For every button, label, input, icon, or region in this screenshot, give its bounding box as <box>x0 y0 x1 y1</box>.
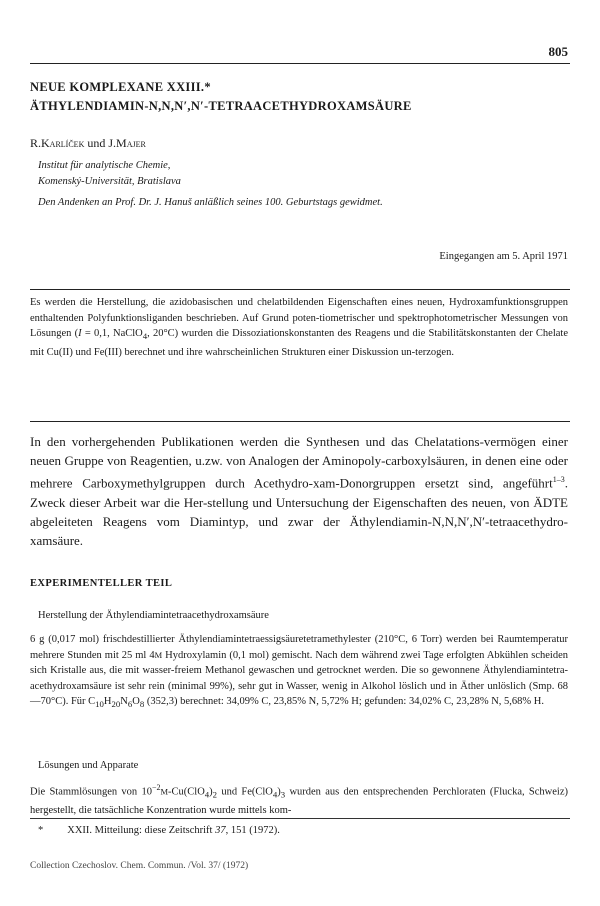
footnote-volume: 37 <box>215 825 226 836</box>
author-2-name: Majer <box>116 136 146 150</box>
title-line-1: NEUE KOMPLEXANE XXIII.* <box>30 80 211 94</box>
subsection-title-2: Lösungen und Apparate <box>38 760 139 771</box>
intro-text-2: . Zweck dieser Arbeit war die Her-stellung und Untersuchung der Eigenschaften des neuen, von ÄDTE abgeleiteten Reagens vom Diamintyp, und zwar der Äthylendiamin-N,N,N′,N′-tetraacethydro-xamsäure. <box>30 475 568 549</box>
para2-text-b: -Cu(ClO <box>168 786 205 798</box>
para2-text-d: wurden aus den entsprechenden Perchloraten (Flucka, Schweiz) hergestellt, die tatsächliche Konzentration wurde mittels kom- <box>30 786 568 817</box>
author-conjunction: und <box>84 136 109 150</box>
received-date: Eingegangen am 5. April 1971 <box>439 251 568 262</box>
author-1-initial: R. <box>30 136 42 150</box>
author-1-name: Karlíček <box>41 136 85 150</box>
abstract <box>30 295 568 360</box>
author-2-initial: J. <box>108 136 117 150</box>
para2-text-a: Die Stammlösungen von 10 <box>30 786 152 798</box>
introduction-paragraph <box>30 432 568 551</box>
subsection-title-1: Herstellung der Äthylendiamintetraacethydroxamsäure <box>38 610 269 621</box>
footnote-text-2: , 151 (1972). <box>225 825 280 836</box>
authors <box>30 136 146 151</box>
para1-text-b: Hydroxylamin (0,1 mol) gemischt. Nach dem während zwei Tage erfolgten Abkühlen scheiden sich Kristalle aus, die mit wasser-freiem Methanol gewaschen und getrocknet werden. Die so gewonnene Äthylendiamintetra-acethydroxamsäure ist sehr rein (minimal 99%), sehr gut in Wasser, wenig in Alkohol löslich und in Äther unlöslich (Smp. 68—70°C). Für C <box>30 649 568 708</box>
page-number: 805 <box>548 44 568 59</box>
para1-text-a: 6 g (0,017 mol) frischdestillierter Äthylendiamintetraessigsäuretetramethylester (210°C, 6 Torr) werden bei Raumtemperatur mehrere Stunden mit 25 ml 4 <box>30 634 568 661</box>
section-title: EXPERIMENTELLER TEIL <box>30 578 173 589</box>
footnote-marker: * <box>38 825 44 836</box>
footnote <box>38 825 280 836</box>
abstract-rule-top <box>30 289 570 290</box>
dedication: Den Andenken an Prof. Dr. J. Hanuš anläßlich seines 100. Geburtstags gewidmet. <box>38 197 383 208</box>
journal-footer: Collection Czechoslov. Chem. Commun. /Vol. 37/ (1972) <box>30 861 249 871</box>
reference-superscript: 1–3 <box>552 475 565 485</box>
molar-unit: M <box>154 649 163 660</box>
para1-text-c: (352,3) berechnet: 34,09% C, 23,85% N, 5,72% H; gefunden: 34,02% C, 23,28% N, 5,68% H. <box>144 696 545 708</box>
para2-text-c: und Fe(ClO <box>217 786 273 798</box>
intro-text-1: In den vorhergehenden Publikationen werden die Synthesen und das Chelatations-vermögen einer neuen Gruppe von Reagentien, u.zw. von Analogen der Aminopoly-carboxylsäuren, in denen eine oder mehrere Carboxymethylgruppen durch Acethydro-xam-Donorgruppen ersetzt sind, angeführt <box>30 434 568 491</box>
abstract-text-2: = 0,1, NaClO <box>81 328 143 339</box>
title-line-2: ÄTHYLENDIAMIN-N,N,N′,N′-TETRAACETHYDROXAMSÄURE <box>30 99 412 113</box>
affiliation-line-2: Komenský-Universität, Bratislava <box>38 176 181 187</box>
footnote-text-1: XXII. Mitteilung: diese Zeitschrift <box>67 825 216 836</box>
abstract-text-1: Es werden die Herstellung, die azidobasischen und chelatbildenden Eigenschaften eines neuen, Hydroxamfunktionsgruppen enthaltenden Polyfunktionsliganden beschrieben. Auf Grund poten-tiometrischer und spektrophotometrischer Messungen von Lösungen ( <box>30 297 568 339</box>
abstract-rule-bottom <box>30 421 570 422</box>
affiliation-line-1: Institut für analytische Chemie, <box>38 160 171 171</box>
ionic-strength-symbol: I <box>78 328 82 339</box>
molar-unit-2: M <box>160 786 169 797</box>
header-rule <box>30 63 570 64</box>
footnote-rule <box>30 818 570 819</box>
preparation-paragraph: 6 g (0,017 mol) frischdestillierter Äthylendiamintetraessigsäuretetramethylester (210°C, 6 Torr) werden bei Raumtemperatur mehrere Stunden mit 25 ml 4M Hydroxylamin (0,1 mol) gemischt. Nach dem während zwei Tage erfolgten Abkühlen scheiden sich Kristalle aus, die mit wasser-freiem Methanol gewaschen und getrocknet werden. Die so gewonnene Äthylendiamintetra-acethydroxamsäure ist sehr rein (minimal 99%), sehr gut in Wasser, wenig in Alkohol löslich und in Äther unlöslich (Smp. 68—70°C). Für $C_{10}H_{20}N_6O_8$ (352,3) berechnet: 34,09% C, 23,85% N, 5,72% H; gefunden: 34,02% C, 23,28% N, 5,68% H. <box>30 634 568 710</box>
solutions-paragraph: Die Stammlösungen von $10^{-2}M-Cu(ClO_4)_2$ und $Fe(ClO_4)_3$ wurden aus den entsprechenden Perchloraten (Flucka, Schweiz) hergestellt, die tatsächliche Konzentration wurde mittels kom- <box>30 783 568 817</box>
perchlorate-subscript: 4 <box>142 331 148 342</box>
abstract-text-3: , 20°C) wurden die Dissoziationskonstanten des Reagens und die Stabilitätskonstanten der Chelate mit Cu(II) und Fe(III) berechnet und ihre wahrscheinlichen Strukturen einer Diskussion un-terzogen. <box>30 328 568 358</box>
